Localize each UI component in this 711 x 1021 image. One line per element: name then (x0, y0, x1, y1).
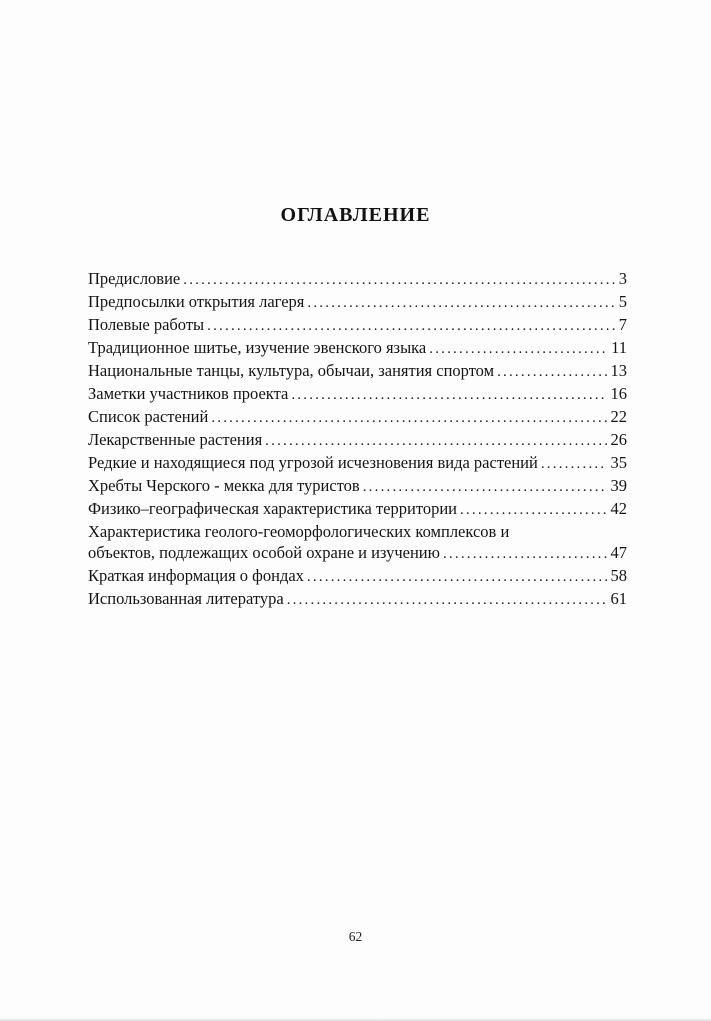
dot-leader (443, 542, 607, 565)
toc-entry-page: 42 (610, 499, 627, 518)
toc-entry-page: 58 (610, 566, 627, 585)
toc-entry-line (88, 452, 627, 475)
toc-entry (88, 314, 627, 337)
toc-entry-page: 5 (618, 292, 627, 311)
toc-entry-page: 7 (618, 315, 627, 334)
dot-leader (363, 475, 607, 498)
dot-leader (429, 337, 607, 360)
toc-entry-label: Краткая информация о фондах (88, 566, 304, 585)
dot-leader (265, 429, 606, 452)
dot-leader (291, 383, 606, 406)
page-number: 62 (348, 929, 363, 944)
toc-entry-label: Полевые работы (88, 315, 205, 334)
toc-entry (88, 452, 627, 475)
toc-entry-page: 11 (611, 338, 627, 357)
dot-leader (207, 314, 615, 337)
toc-entry-line (88, 268, 627, 291)
toc-entry-label: Характеристика геолого-геоморфологических комплексов и (88, 522, 510, 541)
toc-entry-label: объектов, подлежащих особой охране и изучению (88, 543, 440, 562)
toc-entry-line (88, 498, 627, 521)
toc-entry-label: Редкие и находящиеся под угрозой исчезновения вида растений (88, 453, 538, 472)
toc-entry-page: 61 (610, 589, 627, 608)
toc-entry-label: Традиционное шитье, изучение эвенского языка (88, 338, 427, 357)
toc-entry-page: 13 (610, 361, 627, 380)
dot-leader (307, 565, 607, 588)
toc-entry (88, 521, 627, 565)
toc-entry-page: 3 (618, 269, 627, 288)
toc-entry-line (88, 383, 627, 406)
toc-entry-line (88, 565, 627, 588)
dot-leader (460, 498, 607, 521)
toc-entry-page: 26 (610, 430, 627, 449)
dot-leader (307, 291, 614, 314)
toc-entry-page: 35 (610, 453, 627, 472)
toc-entry-label: Список растений (88, 407, 209, 426)
dot-leader (287, 588, 607, 611)
toc-entry (88, 337, 627, 360)
toc-entry (88, 429, 627, 452)
toc-entry-label: Физико–географическая характеристика территории (88, 499, 457, 518)
toc-entry-page: 47 (610, 543, 627, 562)
toc-entry (88, 291, 627, 314)
dot-leader (211, 406, 606, 429)
toc-entry-label: Хребты Черского - мекка для туристов (88, 476, 360, 495)
toc-entry (88, 565, 627, 588)
toc-entry-label: Лекарственные растения (88, 430, 263, 449)
toc-entry (88, 588, 627, 611)
toc-entry-line (88, 360, 627, 383)
toc-entry (88, 406, 627, 429)
toc-entry-line (88, 406, 627, 429)
toc-entry-label: Использованная литература (88, 589, 284, 608)
toc-title: ОГЛАВЛЕНИЕ (280, 204, 431, 226)
dot-leader (541, 452, 607, 475)
toc-entry-page: 16 (610, 384, 627, 403)
toc-entry-line (88, 588, 627, 611)
dot-leader (183, 268, 615, 291)
toc-entry-line (88, 337, 627, 360)
toc-entry-label: Предпосылки открытия лагеря (88, 292, 305, 311)
toc-entry-label: Национальные танцы, культура, обычаи, занятия спортом (88, 361, 495, 380)
toc-entry-line (88, 314, 627, 337)
dot-leader (497, 360, 606, 383)
toc-entry (88, 360, 627, 383)
toc-entry-label: Предисловие (88, 269, 181, 288)
toc-entry-line (88, 521, 627, 542)
toc-list (88, 268, 627, 611)
toc-entry (88, 268, 627, 291)
toc-entry-line (88, 291, 627, 314)
toc-entry-line (88, 429, 627, 452)
toc-entry-line (88, 542, 627, 565)
toc-entry (88, 475, 627, 498)
toc-entry-page: 39 (610, 476, 627, 495)
toc-entry (88, 383, 627, 406)
toc-entry-line (88, 475, 627, 498)
toc-entry-page: 22 (610, 407, 627, 426)
toc-entry-label: Заметки участников проекта (88, 384, 289, 403)
toc-entry (88, 498, 627, 521)
